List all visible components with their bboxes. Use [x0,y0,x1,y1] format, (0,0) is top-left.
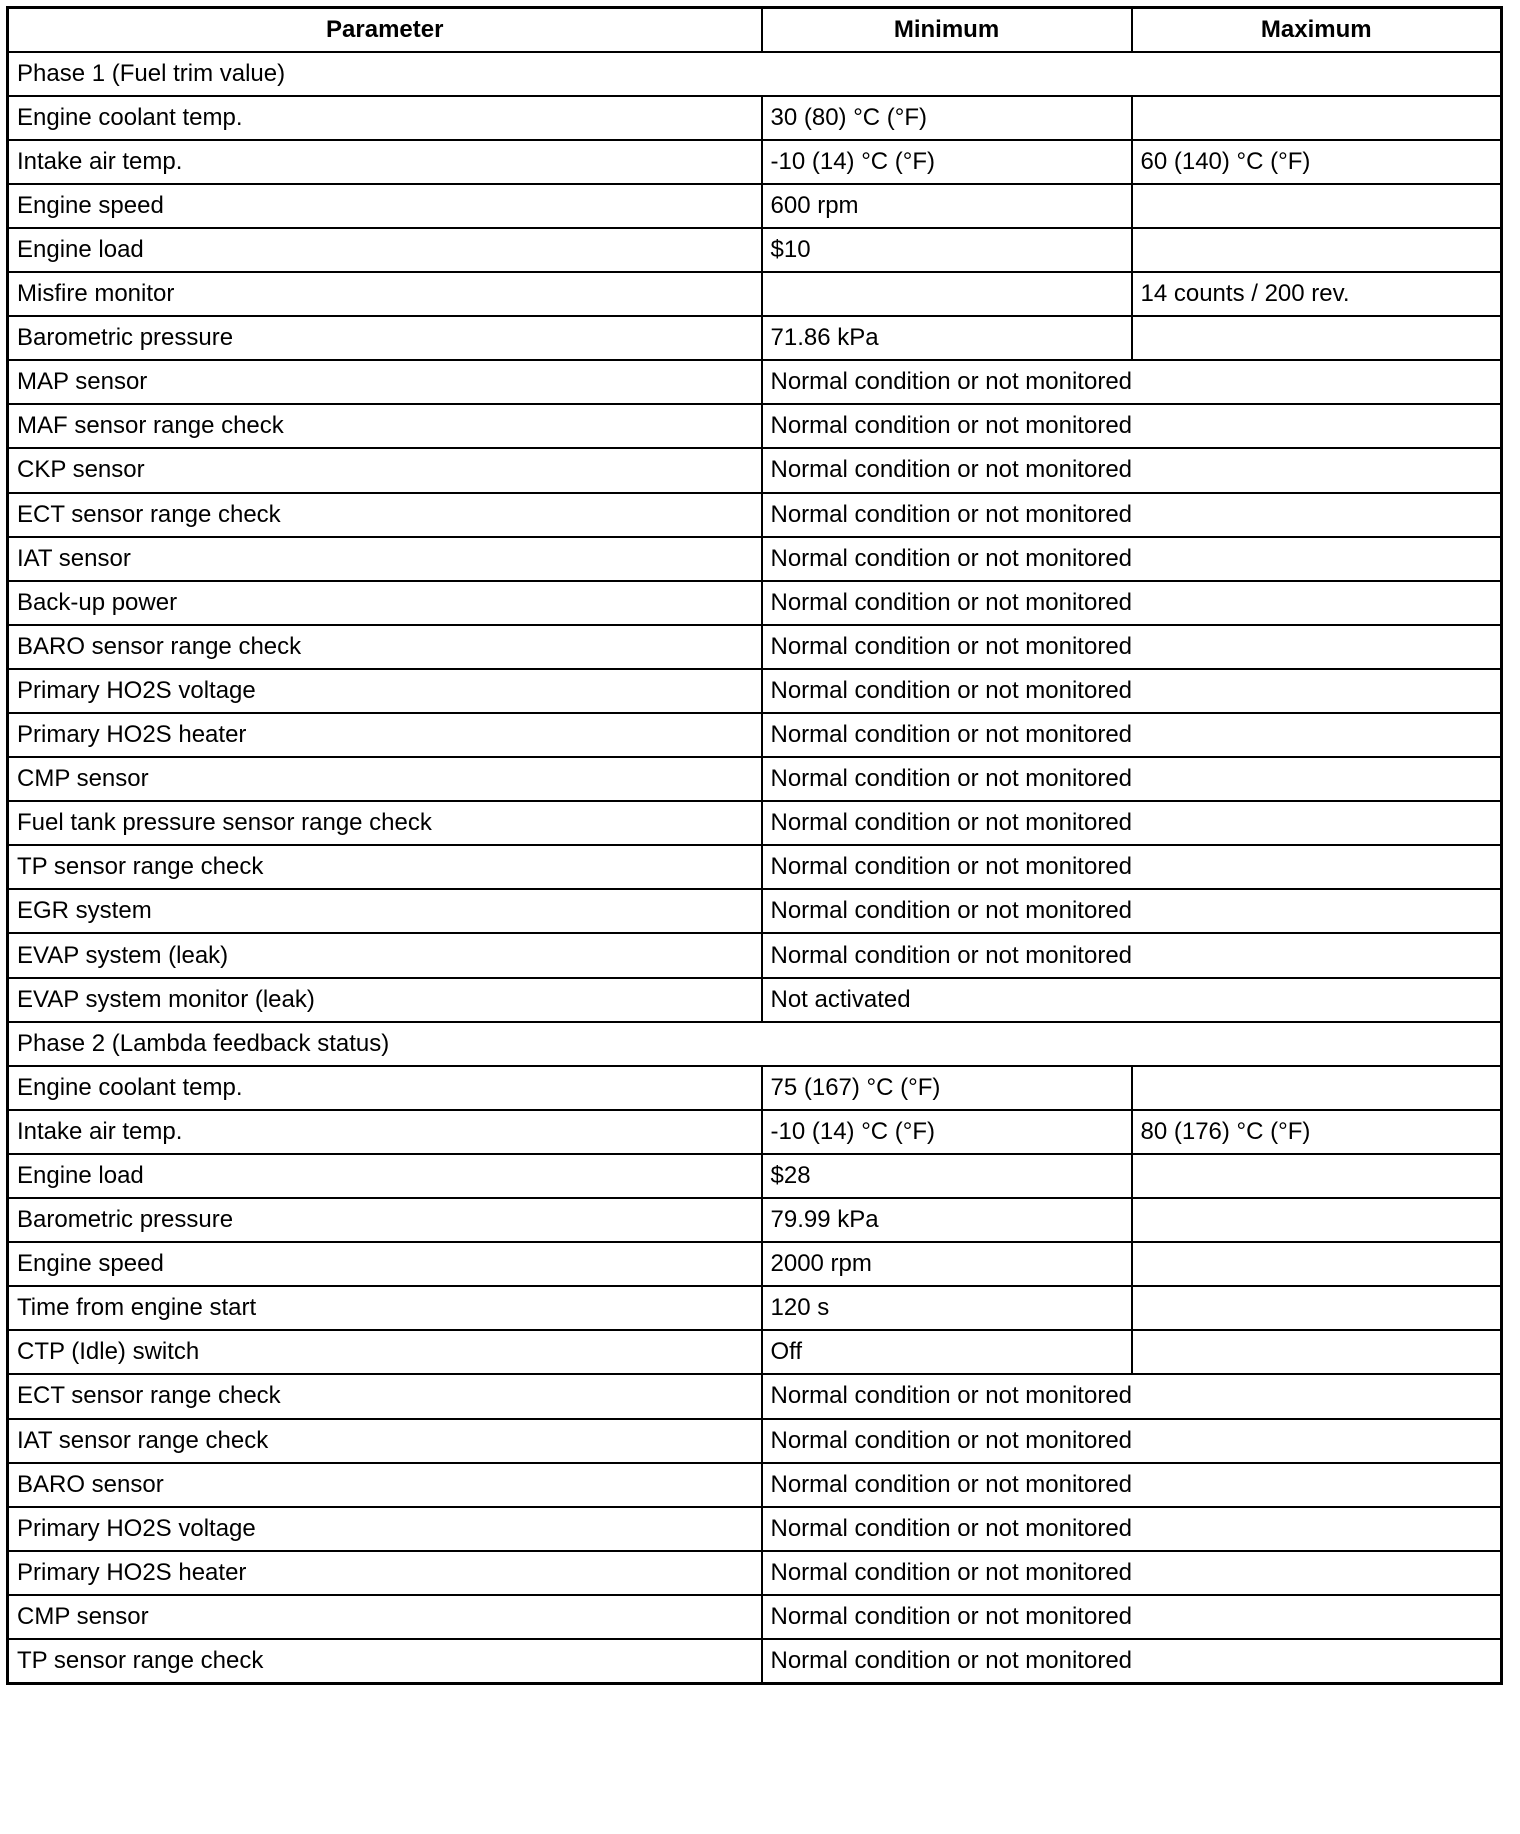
maximum-cell: 80 (176) °C (°F) [1132,1110,1502,1154]
condition-cell: Normal condition or not monitored [762,581,1502,625]
table-row [8,1110,1502,1154]
parameter-cell: Barometric pressure [8,316,762,360]
minimum-cell: -10 (14) °C (°F) [762,1110,1132,1154]
maximum-cell [1132,1198,1502,1242]
phase-label: Phase 1 (Fuel trim value) [8,52,1502,96]
phase-header-row [8,1022,1502,1066]
parameter-cell: IAT sensor range check [8,1419,762,1463]
condition-cell: Normal condition or not monitored [762,537,1502,581]
table-row [8,1154,1502,1198]
condition-cell: Normal condition or not monitored [762,1463,1502,1507]
phase-header-row [8,52,1502,96]
column-header-parameter: Parameter [8,8,762,52]
table-row [8,801,1502,845]
parameter-cell: EVAP system (leak) [8,933,762,977]
table-row [8,1286,1502,1330]
maximum-cell [1132,1286,1502,1330]
parameter-cell: MAF sensor range check [8,404,762,448]
parameter-table [6,6,1503,1685]
table-row [8,1419,1502,1463]
minimum-cell: 75 (167) °C (°F) [762,1066,1132,1110]
parameter-cell: Engine coolant temp. [8,1066,762,1110]
table-row [8,1507,1502,1551]
table-row [8,581,1502,625]
parameter-cell: Time from engine start [8,1286,762,1330]
condition-cell: Normal condition or not monitored [762,1374,1502,1418]
table-row [8,537,1502,581]
table-row [8,757,1502,801]
condition-cell: Normal condition or not monitored [762,757,1502,801]
parameter-cell: ECT sensor range check [8,1374,762,1418]
parameter-cell: EGR system [8,889,762,933]
parameter-cell: Primary HO2S heater [8,713,762,757]
condition-cell: Normal condition or not monitored [762,801,1502,845]
table-row [8,360,1502,404]
parameter-cell: Primary HO2S heater [8,1551,762,1595]
parameter-cell: Engine speed [8,1242,762,1286]
table-row [8,316,1502,360]
table-row [8,625,1502,669]
table-row [8,1639,1502,1683]
table-row [8,228,1502,272]
table-row [8,493,1502,537]
parameter-cell: CTP (Idle) switch [8,1330,762,1374]
condition-cell: Normal condition or not monitored [762,845,1502,889]
condition-cell: Normal condition or not monitored [762,493,1502,537]
parameter-cell: Misfire monitor [8,272,762,316]
parameter-cell: Back-up power [8,581,762,625]
table-row [8,1551,1502,1595]
condition-cell: Normal condition or not monitored [762,1639,1502,1683]
maximum-cell [1132,228,1502,272]
phase-label: Phase 2 (Lambda feedback status) [8,1022,1502,1066]
parameter-cell: Engine coolant temp. [8,96,762,140]
table-row [8,1463,1502,1507]
parameter-cell: TP sensor range check [8,845,762,889]
table-body [8,52,1502,1683]
table-row [8,713,1502,757]
condition-cell: Normal condition or not monitored [762,1507,1502,1551]
table-row [8,933,1502,977]
maximum-cell [1132,1154,1502,1198]
condition-cell: Normal condition or not monitored [762,360,1502,404]
minimum-cell: $28 [762,1154,1132,1198]
header-row [8,8,1502,52]
minimum-cell: 120 s [762,1286,1132,1330]
parameter-cell: EVAP system monitor (leak) [8,978,762,1022]
table-row [8,1374,1502,1418]
condition-cell: Normal condition or not monitored [762,448,1502,492]
table-row [8,272,1502,316]
maximum-cell [1132,96,1502,140]
condition-cell: Normal condition or not monitored [762,625,1502,669]
condition-cell: Normal condition or not monitored [762,669,1502,713]
minimum-cell: 30 (80) °C (°F) [762,96,1132,140]
condition-cell: Normal condition or not monitored [762,404,1502,448]
table-row [8,140,1502,184]
condition-cell: Normal condition or not monitored [762,1551,1502,1595]
table-row [8,1242,1502,1286]
condition-cell: Normal condition or not monitored [762,933,1502,977]
table-row [8,1330,1502,1374]
condition-cell: Normal condition or not monitored [762,1595,1502,1639]
condition-cell: Not activated [762,978,1502,1022]
parameter-cell: Primary HO2S voltage [8,1507,762,1551]
parameter-cell: Intake air temp. [8,140,762,184]
condition-cell: Normal condition or not monitored [762,1419,1502,1463]
parameter-cell: TP sensor range check [8,1639,762,1683]
parameter-cell: Barometric pressure [8,1198,762,1242]
table-row [8,448,1502,492]
table-row [8,1198,1502,1242]
maximum-cell [1132,316,1502,360]
parameter-cell: CMP sensor [8,757,762,801]
maximum-cell [1132,1066,1502,1110]
parameter-cell: Fuel tank pressure sensor range check [8,801,762,845]
minimum-cell [762,272,1132,316]
parameter-cell: IAT sensor [8,537,762,581]
minimum-cell: 71.86 kPa [762,316,1132,360]
table-row [8,669,1502,713]
parameter-cell: BARO sensor [8,1463,762,1507]
maximum-cell [1132,1330,1502,1374]
parameter-cell: CMP sensor [8,1595,762,1639]
table-row [8,184,1502,228]
condition-cell: Normal condition or not monitored [762,713,1502,757]
maximum-cell: 60 (140) °C (°F) [1132,140,1502,184]
column-header-maximum: Maximum [1132,8,1502,52]
parameter-cell: Primary HO2S voltage [8,669,762,713]
parameter-cell: BARO sensor range check [8,625,762,669]
table-row [8,1595,1502,1639]
table-row [8,889,1502,933]
minimum-cell: Off [762,1330,1132,1374]
parameter-cell: Engine speed [8,184,762,228]
minimum-cell: 2000 rpm [762,1242,1132,1286]
maximum-cell [1132,184,1502,228]
table-row [8,845,1502,889]
minimum-cell: 600 rpm [762,184,1132,228]
table-row [8,978,1502,1022]
parameter-cell: MAP sensor [8,360,762,404]
parameter-cell: ECT sensor range check [8,493,762,537]
maximum-cell [1132,1242,1502,1286]
parameter-cell: Engine load [8,228,762,272]
condition-cell: Normal condition or not monitored [762,889,1502,933]
parameter-cell: CKP sensor [8,448,762,492]
minimum-cell: -10 (14) °C (°F) [762,140,1132,184]
minimum-cell: 79.99 kPa [762,1198,1132,1242]
table-row [8,404,1502,448]
column-header-minimum: Minimum [762,8,1132,52]
table-row [8,96,1502,140]
parameter-cell: Intake air temp. [8,1110,762,1154]
table-row [8,1066,1502,1110]
maximum-cell: 14 counts / 200 rev. [1132,272,1502,316]
minimum-cell: $10 [762,228,1132,272]
parameter-cell: Engine load [8,1154,762,1198]
